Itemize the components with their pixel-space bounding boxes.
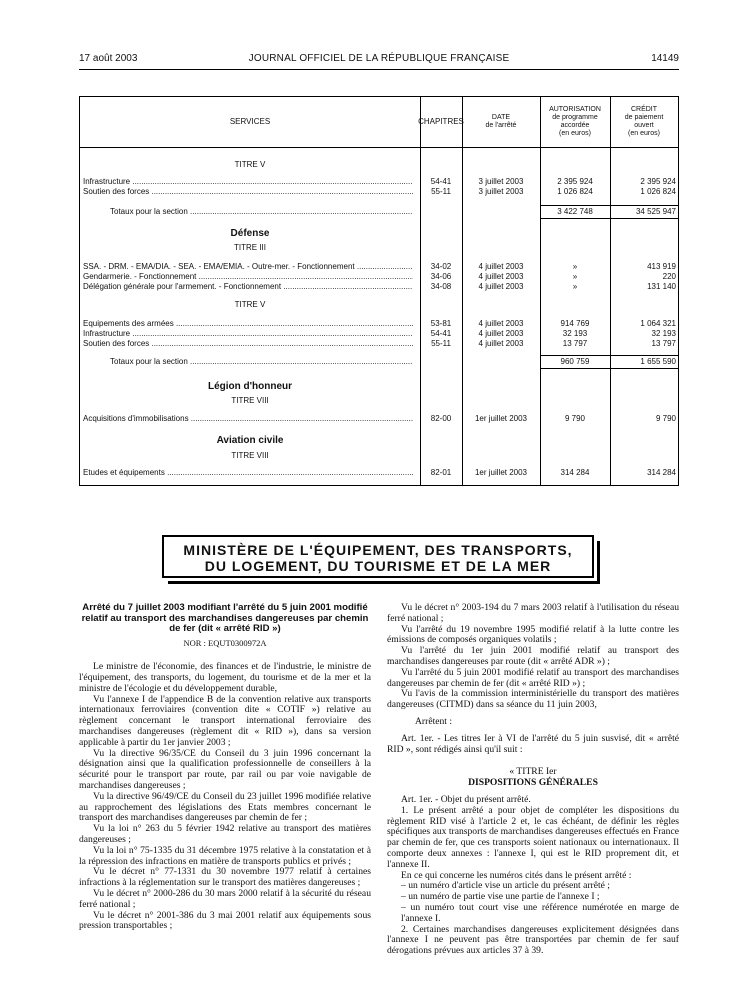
table-row	[80, 177, 678, 187]
header-autorisation: AUTORISATION de programme accordée (en euros)	[549, 106, 601, 137]
total-row	[80, 357, 678, 367]
header-services: SERVICES	[229, 117, 271, 126]
row-chapter: 82-00	[430, 414, 452, 423]
row-autorisation: 2 395 924	[557, 177, 593, 186]
paragraph: Vu la directive 96/35/CE du Conseil du 3 juin 1996 concernant la désignation ainsi que la qualification professionnelle de conseillers à la sécurité pour le transport par route, par rail ou par voie navigable de marchandises dangereuses ;	[79, 747, 371, 792]
row-date: 4 juillet 2003	[478, 319, 524, 328]
article-heading: Art. 1er. - Objet du présent arrêté.	[401, 793, 531, 805]
table-row	[80, 187, 678, 197]
total-autorisation: 960 759	[560, 357, 590, 366]
credits-table	[79, 96, 679, 486]
row-label: SSA. - DRM. - EMA/DIA. - SEA. - EMA/EMIA. - Outre-mer. - Fonctionnement .....	[83, 262, 413, 272]
paragraph: Vu le décret n° 2000-286 du 30 mars 2000 relatif à la sécurité du réseau ferré national ;	[79, 888, 371, 910]
row-autorisation: 914 769	[560, 319, 590, 328]
table-row	[80, 339, 678, 349]
arretent-label: Arrêtent :	[415, 715, 453, 727]
row-chapter: 55-11	[431, 339, 451, 348]
row-credit: 1 026 824	[640, 187, 676, 196]
paragraph: Vu la loi n° 75-1335 du 31 décembre 1975 relative à la constatation et à la répression des infractions en matière de transports publics et privés ;	[79, 844, 371, 867]
paragraph: En ce qui concerne les numéros cités dans le présent arrêté :	[401, 869, 632, 881]
row-autorisation: 1 026 824	[557, 187, 593, 196]
row-credit: 314 284	[647, 468, 676, 477]
paragraph: Vu l'arrêté du 19 novembre 1995 modifié relatif à la lutte contre les émissions de composés organiques volatils ;	[387, 623, 679, 646]
right-column	[387, 603, 679, 957]
table-row	[80, 262, 678, 272]
row-date: 4 juillet 2003	[478, 272, 524, 281]
ministry-heading: Aviation civile	[216, 435, 284, 446]
row-date: 3 juillet 2003	[478, 187, 524, 196]
header-chapitres: CHAPITRES	[418, 117, 464, 126]
table-row	[80, 414, 678, 424]
list-item: – un numéro d'article vise un article du présent arrêté ;	[401, 880, 610, 892]
ministry-heading: Légion d'honneur	[207, 381, 293, 392]
table-row	[80, 282, 678, 292]
decree-title: Arrêté du 7 juillet 2003 modifiant l'arrêté du 5 juin 2001 modifié relatif au transport des marchandises dangereuses par chemin de fer (dit « arrêté RID »)	[81, 602, 369, 634]
row-autorisation: 314 284	[560, 468, 590, 477]
total-credit: 1 655 590	[640, 357, 676, 366]
row-label: Etudes et équipements .....	[83, 468, 413, 478]
ministry-heading: Défense	[230, 228, 270, 239]
table-row	[80, 329, 678, 339]
titre-label: TITRE III	[234, 243, 266, 252]
row-label: Gendarmerie. - Fonctionnement .....	[83, 272, 413, 282]
titre-label: TITRE VIII	[231, 451, 269, 460]
left-column	[79, 603, 371, 932]
total-label: Totaux pour la section .....	[110, 357, 413, 367]
row-date: 4 juillet 2003	[478, 262, 524, 271]
titre-label: TITRE V	[234, 300, 266, 309]
row-chapter: 54-41	[430, 177, 452, 186]
row-date: 4 juillet 2003	[478, 339, 524, 348]
row-credit: 131 140	[647, 282, 676, 291]
row-chapter: 53-81	[430, 319, 452, 328]
paragraph: 1. Le présent arrêté a pour objet de compléter les dispositions du règlement RID visé à l'article 2 et, le cas échéant, de définir les règles spécifiques aux transports de marchandises dangereuses effectués en France par chemin de fer, que ces transports soient nationaux ou internationaux. Il comporte deux annexes : l'annexe I, qui est le RID proprement dit, et l'annexe II.	[387, 804, 679, 870]
paragraph: Vu le décret n° 2001-386 du 3 mai 2001 relatif aux équipements sous pression transportables ;	[79, 909, 371, 932]
journal-title: JOURNAL OFFICIEL DE LA RÉPUBLIQUE FRANÇAISE	[248, 53, 510, 64]
list-item: – un numéro de partie vise une partie de l'annexe I ;	[401, 891, 600, 903]
paragraph: Vu la loi n° 263 du 5 février 1942 relative au transport des matières dangereuses ;	[79, 823, 371, 846]
paragraph: Vu la directive 96/49/CE du Conseil du 23 juillet 1996 modifiée relative au rapprochement des législations des Etats membres concernant le transport des marchandises dangereuses par chemin de fer ;	[79, 790, 371, 824]
ministry-banner	[162, 535, 594, 578]
header-divider	[80, 147, 678, 148]
row-autorisation: 9 790	[564, 414, 586, 423]
total-label: Totaux pour la section .....	[110, 207, 413, 217]
row-credit: 32 193	[651, 329, 676, 338]
header-credit: CRÉDIT de paiement ouvert (en euros)	[624, 106, 664, 137]
paragraph: Vu le décret n° 77-1331 du 30 novembre 1977 relatif à certaines infractions à la réglementation sur le transport des matières dangereuses ;	[79, 866, 371, 889]
row-credit: 2 395 924	[640, 177, 676, 186]
row-label: Acquisitions d'immobilisations .....	[83, 414, 413, 424]
table-row	[80, 468, 678, 478]
row-credit: 1 064 321	[640, 319, 676, 328]
row-date: 1er juillet 2003	[474, 468, 528, 477]
row-date: 3 juillet 2003	[478, 177, 524, 186]
row-credit: 220	[662, 272, 676, 281]
page-number: 14149	[651, 53, 679, 64]
row-label: Infrastructure .....	[83, 177, 413, 187]
paragraph: Vu l'arrêté du 1er juin 2001 modifié relatif au transport des marchandises dangereuses par route (dit « arrêté ADR ») ;	[387, 645, 679, 667]
row-chapter: 55-11	[431, 187, 451, 196]
row-label: Délégation générale pour l'armement. - Fonctionnement .....	[83, 282, 413, 292]
total-credit: 34 525 947	[635, 207, 676, 216]
row-date: 4 juillet 2003	[478, 329, 524, 338]
total-autorisation: 3 422 748	[557, 207, 593, 216]
paragraph: Vu le décret n° 2003-194 du 7 mars 2003 relatif à l'utilisation du réseau ferré national ;	[387, 602, 679, 624]
row-label: Soutien des forces .....	[83, 187, 413, 197]
titre-label: TITRE VIII	[231, 396, 269, 405]
article-paragraph: Art. 1er. - Les titres Ier à VI de l'arrêté du 5 juin susvisé, dit « arrêté RID », sont rédigés ainsi qu'il suit :	[387, 732, 679, 755]
banner-line: DU LOGEMENT, DU TOURISME ET DE LA MER	[204, 558, 552, 574]
row-credit: 13 797	[651, 339, 676, 348]
page-header	[79, 53, 679, 67]
row-chapter: 34-08	[430, 282, 452, 291]
nor-reference: NOR : EQUT0300972A	[183, 637, 267, 648]
banner-line: MINISTÈRE DE L'ÉQUIPEMENT, DES TRANSPORTS,	[183, 542, 573, 558]
titre-heading: « TITRE Ier	[509, 766, 557, 778]
row-credit: 9 790	[655, 414, 676, 423]
total-row	[80, 207, 678, 217]
row-date: 1er juillet 2003	[474, 414, 528, 423]
row-chapter: 34-02	[430, 262, 452, 271]
section-heading: DISPOSITIONS GÉNÉRALES	[468, 777, 598, 789]
list-item: – un numéro tout court vise une référence numérotée en marge de l'annexe I.	[401, 901, 679, 924]
paragraph: Vu l'avis de la commission interministérielle du transport des matières dangereuses (CITMD) dans sa séance du 11 juin 2003,	[387, 688, 679, 711]
header-date: 17 août 2003	[79, 53, 138, 64]
paragraph: Vu l'arrêté du 5 juin 2001 modifié relatif au transport des marchandises dangereuses par chemin de fer (dit « arrêté RID ») ;	[387, 666, 679, 689]
table-row	[80, 319, 678, 329]
row-autorisation: »	[572, 272, 578, 281]
paragraph: Vu l'annexe I de l'appendice B de la convention relative aux transports internationaux ferroviaires (convention dite « COTIF ») relative au règlement concernant le transport international ferroviaire des marchandises dangereuses (règlement dit « RID »), dans sa version applicable à partir du 1er janvier 2003 ;	[79, 693, 371, 748]
row-label: Infrastructure .....	[83, 329, 413, 339]
titre-label: TITRE V	[234, 160, 266, 169]
row-date: 4 juillet 2003	[478, 282, 524, 291]
header-date: DATE de l'arrêté	[485, 114, 517, 129]
paragraph: Le ministre de l'économie, des finances et de l'industrie, le ministre de l'équipement, des transports, du logement, du tourisme et de la mer et la ministre de l'écologie et du développement durable,	[79, 661, 371, 694]
row-chapter: 54-41	[430, 329, 452, 338]
paragraph: 2. Certaines marchandises dangereuses explicitement désignées dans l'annexe I ne peuvent pas être transportées par chemin de fer sauf dérogations prévues aux articles 37 à 39.	[387, 923, 679, 957]
row-autorisation: 32 193	[562, 329, 588, 338]
row-credit: 413 919	[647, 262, 676, 271]
row-chapter: 34-06	[430, 272, 452, 281]
row-label: Soutien des forces .....	[83, 339, 413, 349]
header-rule	[79, 69, 679, 70]
row-autorisation: »	[572, 262, 578, 271]
row-label: Equipements des armées .....	[83, 319, 413, 329]
row-autorisation: 13 797	[562, 339, 588, 348]
row-autorisation: »	[572, 282, 578, 291]
row-chapter: 82-01	[430, 468, 452, 477]
table-row	[80, 272, 678, 282]
